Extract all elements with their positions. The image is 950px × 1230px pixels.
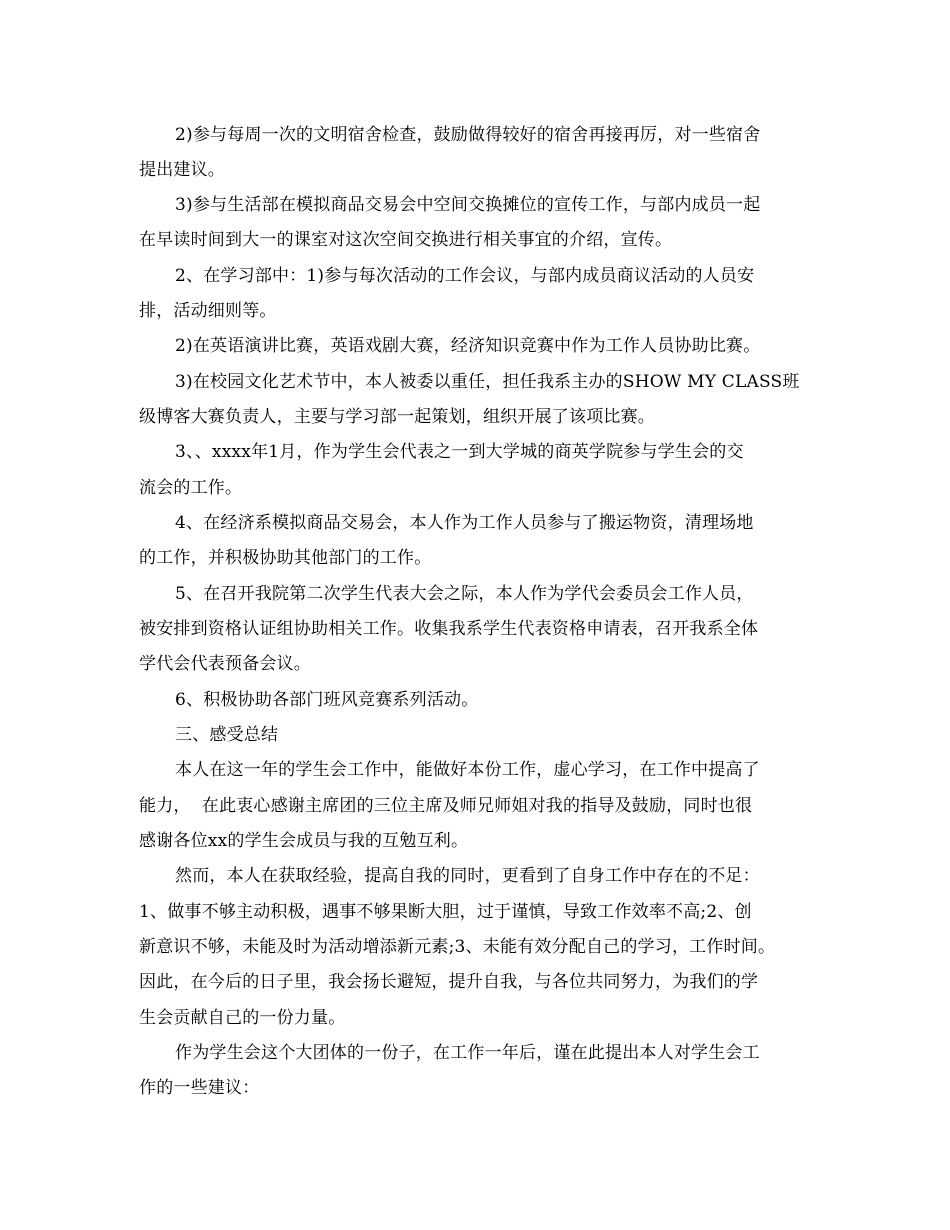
text-line: 本人在这一年的学生会工作中，能做好本份工作，虚心学习，在工作中提高了: [175, 760, 760, 780]
text-line: 然而，本人在获取经验，提高自我的同时，更看到了自身工作中存在的不足：: [175, 866, 760, 886]
text-line: 2)参与每周一次的文明宿舍检查，鼓励做得较好的宿舍再接再厉，对一些宿舍: [175, 125, 761, 145]
text-line: 2、在学习部中：1)参与每次活动的工作会议，与部内成员商议活动的人员安: [175, 266, 755, 286]
text-line: 1、做事不够主动积极，遇事不够果断大胆，过于谨慎，导致工作效率不高;2、创: [139, 902, 752, 922]
text-line: 的工作，并积极协助其他部门的工作。: [139, 548, 432, 568]
text-line: 在早读时间到大一的课室对这次空间交换进行相关事宜的介绍，宣传。: [139, 230, 673, 250]
text-line: 6、积极协助各部门班风竞赛系列活动。: [175, 690, 479, 710]
text-line: 能力， 在此衷心感谢主席团的三位主席及师兄师姐对我的指导及鼓励，同时也很: [139, 796, 753, 816]
text-line: 学代会代表预备会议。: [139, 654, 311, 674]
text-line: 感谢各位xx的学生会成员与我的互勉互利。: [139, 831, 469, 851]
text-line: 级博客大赛负责人，主要与学习部一起策划，组织开展了该项比赛。: [139, 407, 655, 427]
text-line: 3、、xxxx年1月，作为学生会代表之一到大学城的商英学院参与学生会的交: [175, 442, 744, 462]
text-line: 排，活动细则等。: [139, 301, 277, 321]
text-line: 3)参与生活部在模拟商品交易会中空间交换摊位的宣传工作，与部内成员一起: [175, 195, 761, 215]
text-line: 被安排到资格认证组协助相关工作。收集我系学生代表资格申请表，召开我系全体: [139, 619, 759, 639]
text-line: 生会贡献自己的一份力量。: [139, 1008, 346, 1028]
text-line: 因此，在今后的日子里，我会扬长避短，提升自我，与各位共同努力，为我们的学: [139, 972, 759, 992]
text-line: 3)在校园文化艺术节中，本人被委以重任，担任我系主办的SHOW MY CLASS班: [175, 372, 800, 392]
text-line: 5、在召开我院第二次学生代表大会之际，本人作为学代会委员会工作人员，: [175, 584, 754, 604]
text-line: 提出建议。: [139, 160, 225, 180]
text-line: 作为学生会这个大团体的一份子，在工作一年后，谨在此提出本人对学生会工: [175, 1043, 760, 1063]
text-line: 2)在英语演讲比赛，英语戏剧大赛，经济知识竞赛中作为工作人员协助比赛。: [175, 336, 761, 356]
section-heading: 三、感受总结: [175, 725, 279, 745]
text-line: 作的一些建议：: [139, 1078, 260, 1098]
text-line: 4、在经济系模拟商品交易会，本人作为工作人员参与了搬运物资，清理场地: [175, 513, 754, 533]
text-line: 新意识不够，未能及时为活动增添新元素;3、未能有效分配自己的学习，工作时间。: [139, 937, 776, 957]
text-line: 流会的工作。: [139, 478, 243, 498]
